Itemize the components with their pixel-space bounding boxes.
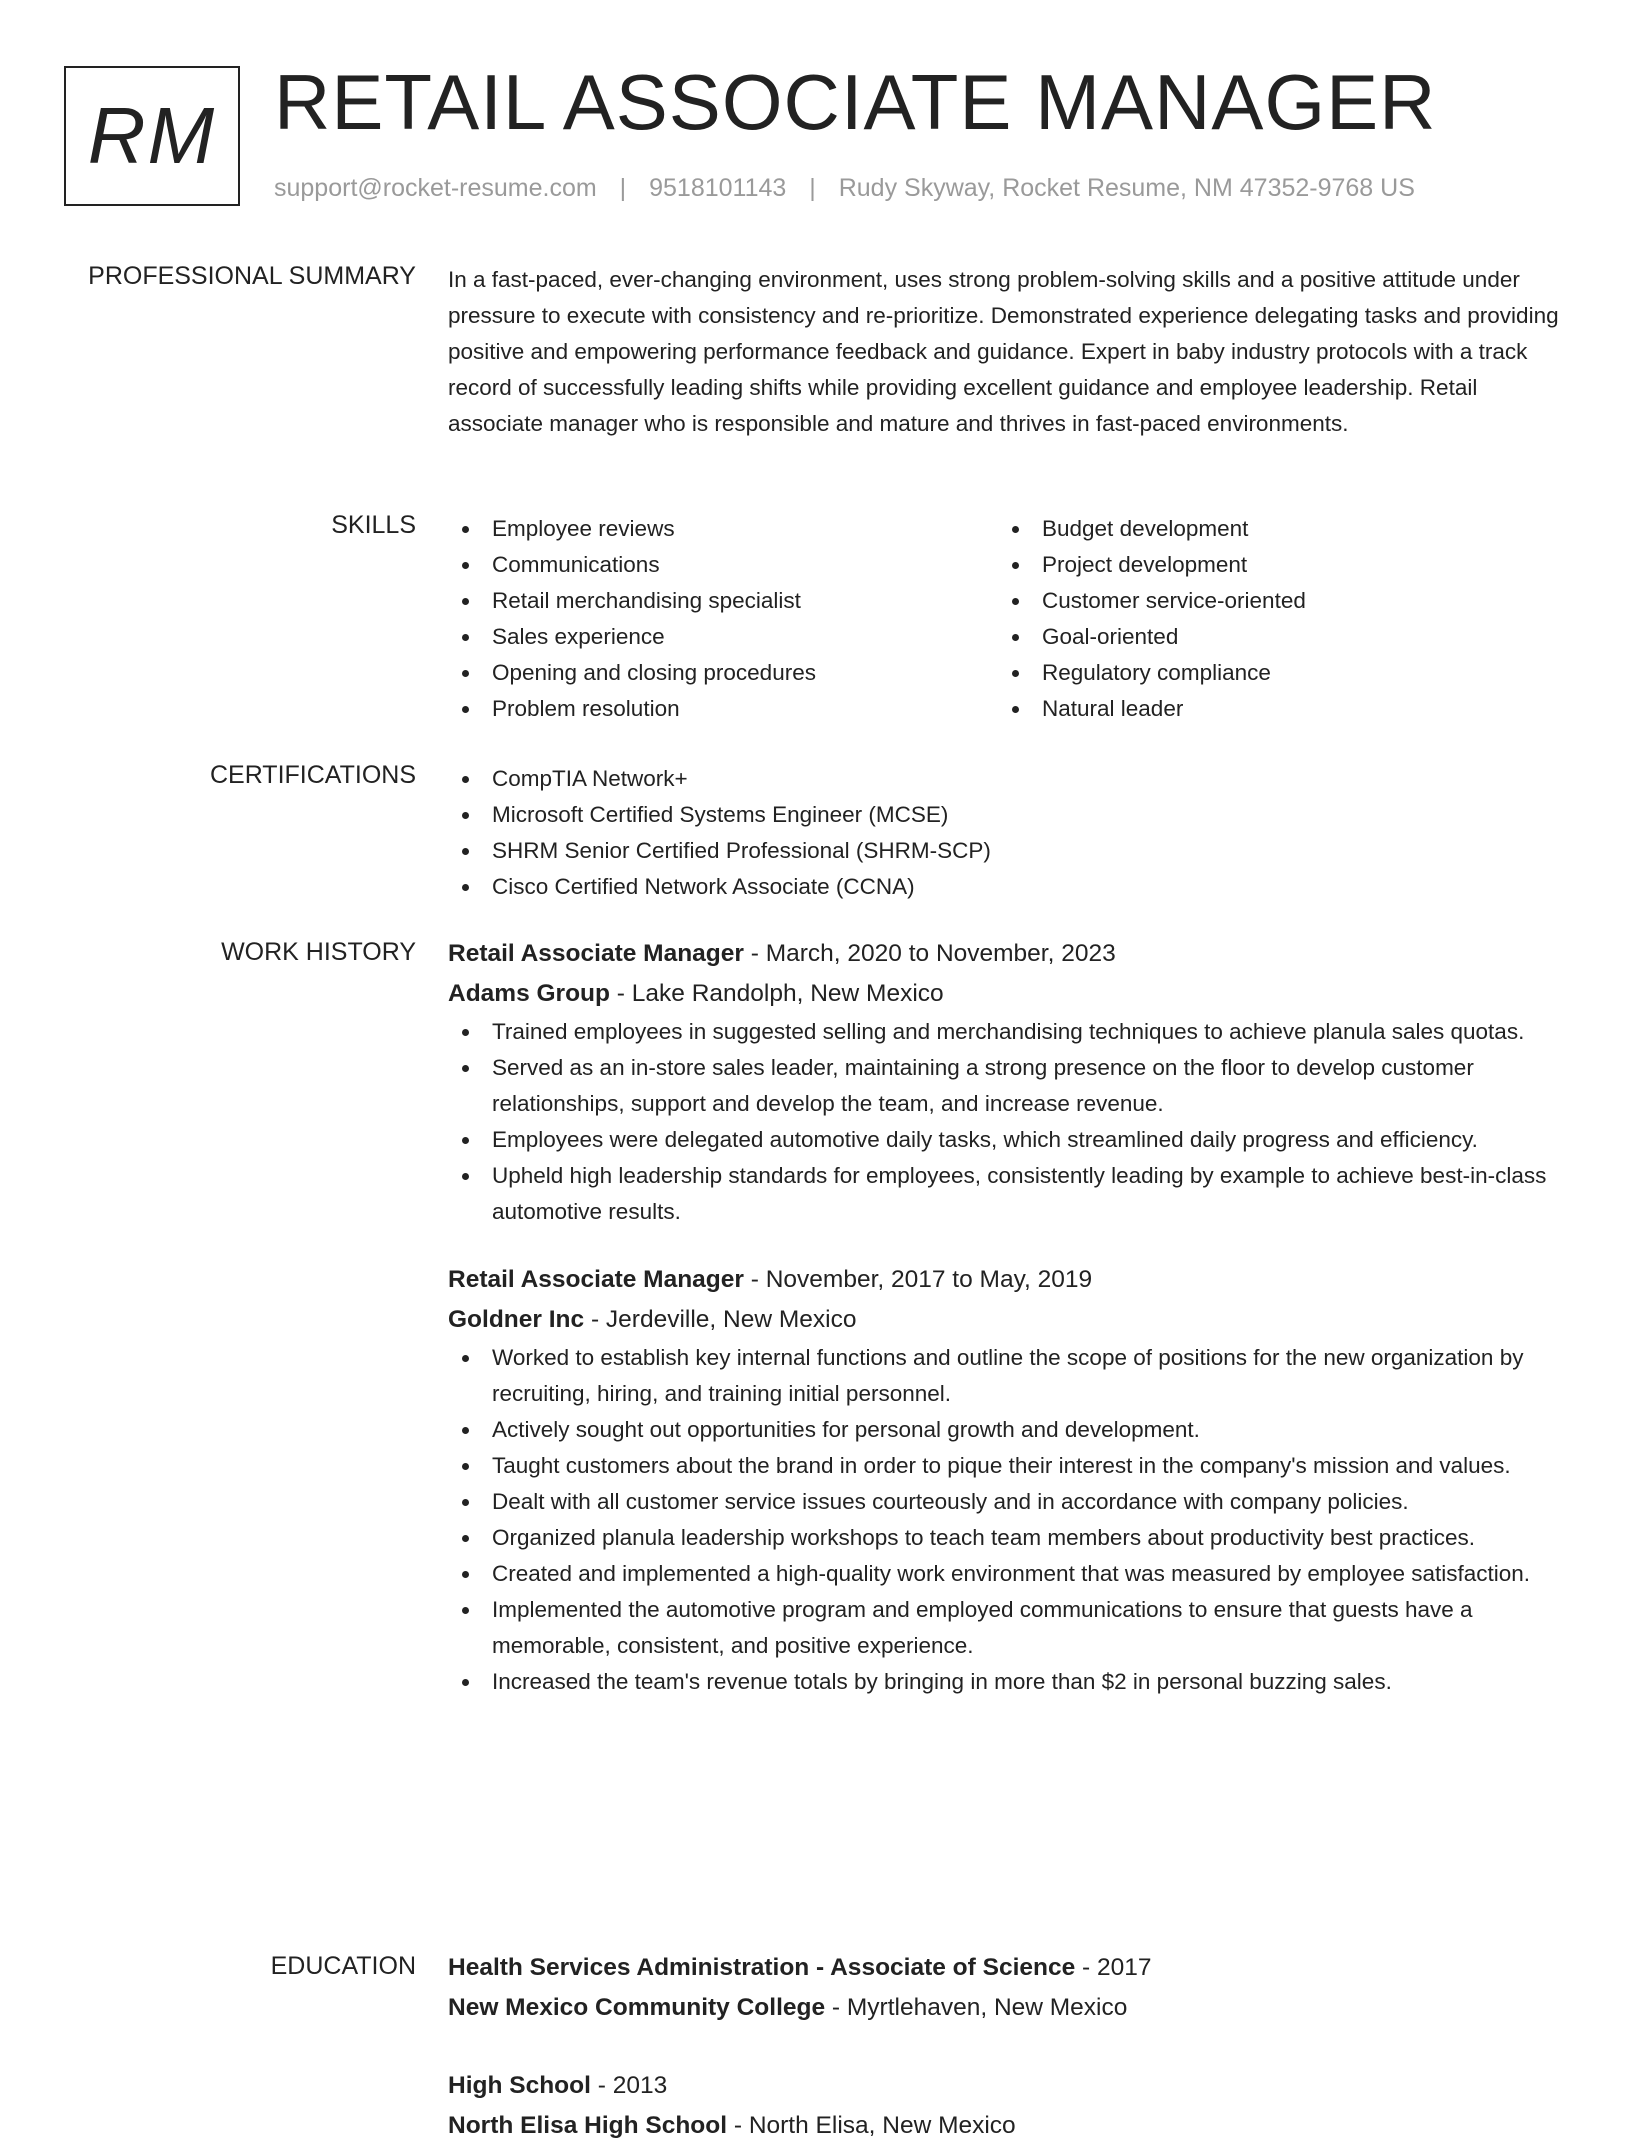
contact-separator: | [809,174,816,202]
contact-email[interactable]: support@rocket-resume.com [274,174,597,202]
certification-item: Cisco Certified Network Associate (CCNA) [448,869,1560,905]
section-label-certifications: CERTIFICATIONS [209,761,416,789]
skill-item: Budget development [998,511,1548,547]
job-title-line [448,1260,1560,1300]
skill-item: Project development [998,547,1548,583]
skills-list-left [448,511,998,727]
job-company-line [448,1300,1560,1340]
certification-item: CompTIA Network+ [448,761,1560,797]
skills-list-right [998,511,1548,727]
education-body [448,1948,1560,2146]
contact-separator: | [619,174,627,202]
skill-item: Problem resolution [448,691,998,727]
education-year: - 2013 [590,2072,668,2099]
education-school-line [448,2106,1560,2146]
job-bullets [448,1340,1560,1700]
job-bullets [448,1014,1560,1230]
education-school: New Mexico Community College [448,1994,826,2021]
skill-item: Goal-oriented [998,619,1548,655]
contact-phone[interactable]: 9518101143 [649,174,787,202]
job-entry [448,1260,1560,1700]
job-dates: - November, 2017 to May, 2019 [743,1266,1093,1293]
job-title: Retail Associate Manager [448,940,744,967]
job-bullet: Implemented the automotive program and employed communications to ensure that guests have a memorable, consistent, and positive experience. [448,1592,1560,1664]
certifications-list [448,761,1560,905]
job-location: - Jerdeville, New Mexico [584,1306,857,1333]
education-entry [448,2066,1560,2146]
education-year: - 2017 [1075,1954,1152,1981]
education-school: North Elisa High School [448,2112,728,2139]
section-label-skills: SKILLS [331,511,416,539]
job-title-line [448,934,1560,974]
job-company: Adams Group [448,980,610,1007]
skills-grid [448,511,1560,727]
work-history-body [448,934,1560,1700]
education-location: - Myrtlehaven, New Mexico [825,1994,1128,2021]
job-title: Retail Associate Manager [448,1266,744,1293]
job-company: Goldner Inc [448,1306,585,1333]
education-degree-line [448,1948,1560,1988]
certification-item: SHRM Senior Certified Professional (SHRM-SCP) [448,833,1560,869]
job-bullet: Organized planula leadership workshops to teach team members about productivity best practices. [448,1520,1560,1556]
contact-address: Rudy Skyway, Rocket Resume, NM 47352-9768 US [838,174,1415,202]
education-degree: High School [448,2072,591,2099]
certification-item: Microsoft Certified Systems Engineer (MCSE) [448,797,1560,833]
skill-item: Customer service-oriented [998,583,1548,619]
job-entry [448,934,1560,1230]
section-label-education: EDUCATION [270,1952,416,1980]
education-location: - North Elisa, New Mexico [727,2112,1016,2139]
summary-text: In a fast-paced, ever-changing environment, uses strong problem-solving skills and a positive attitude under pressure to execute with consistency and re-prioritize. Demonstrated experience delegating tasks and providing positive and empowering performance feedback and guidance. Expert in baby industry protocols with a track record of successfully leading shifts while providing excellent guidance and employee leadership. Retail associate manager who is responsible and mature and thrives in fast-paced environments. [448,267,1559,436]
job-bullet: Increased the team's revenue totals by bringing in more than $2 in personal buzzing sales. [448,1664,1560,1700]
education-entry [448,1948,1560,2028]
skill-item: Sales experience [448,619,998,655]
section-label-work-history: WORK HISTORY [221,938,416,966]
job-dates: - March, 2020 to November, 2023 [743,940,1116,967]
job-bullet: Trained employees in suggested selling and merchandising techniques to achieve planula sales quotas. [448,1014,1560,1050]
skill-item: Communications [448,547,998,583]
skill-item: Retail merchandising specialist [448,583,998,619]
job-bullet: Actively sought out opportunities for personal growth and development. [448,1412,1560,1448]
education-degree: Health Services Administration - Associate of Science [448,1954,1076,1981]
summary-body [448,262,1560,442]
skills-body [448,511,1560,727]
job-bullet: Employees were delegated automotive daily tasks, which streamlined daily progress and efficiency. [448,1122,1560,1158]
job-company-line [448,974,1560,1014]
skill-item: Opening and closing procedures [448,655,998,691]
certifications-body [448,761,1560,905]
job-location: - Lake Randolph, New Mexico [610,980,944,1007]
job-bullet: Created and implemented a high-quality work environment that was measured by employee satisfaction. [448,1556,1560,1592]
skill-item: Employee reviews [448,511,998,547]
page-title: RETAIL ASSOCIATE MANAGER [274,58,1437,146]
job-bullet: Dealt with all customer service issues courteously and in accordance with company policies. [448,1484,1560,1520]
contact-line [274,174,1415,203]
skill-item: Regulatory compliance [998,655,1548,691]
job-bullet: Upheld high leadership standards for employees, consistently leading by example to achieve best-in-class automotive results. [448,1158,1560,1230]
skill-item: Natural leader [998,691,1548,727]
job-bullet: Worked to establish key internal functions and outline the scope of positions for the new organization by recruiting, hiring, and training initial personnel. [448,1340,1560,1412]
job-bullet: Taught customers about the brand in order to pique their interest in the company's mission and values. [448,1448,1560,1484]
education-degree-line [448,2066,1560,2106]
monogram-logo: RM [64,66,240,206]
education-school-line [448,1988,1560,2028]
job-bullet: Served as an in-store sales leader, maintaining a strong presence on the floor to develop customer relationships, support and develop the team, and increase revenue. [448,1050,1560,1122]
section-label-summary: PROFESSIONAL SUMMARY [88,262,416,290]
